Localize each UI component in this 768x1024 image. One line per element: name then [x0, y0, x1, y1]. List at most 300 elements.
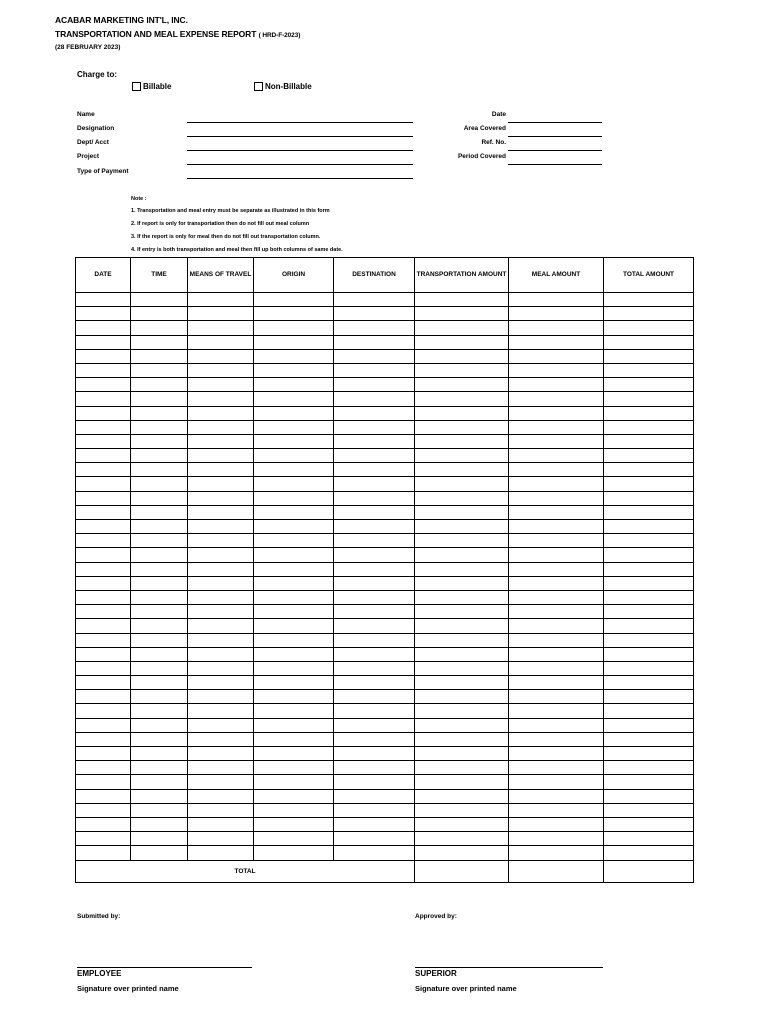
table-cell[interactable] — [131, 406, 188, 420]
table-cell[interactable] — [604, 321, 694, 335]
table-cell[interactable] — [604, 747, 694, 761]
name-field[interactable] — [187, 122, 413, 123]
table-cell[interactable] — [415, 449, 509, 463]
table-cell[interactable] — [604, 732, 694, 746]
table-cell[interactable] — [509, 633, 604, 647]
table-cell[interactable] — [76, 293, 131, 307]
table-cell[interactable] — [604, 676, 694, 690]
table-cell[interactable] — [131, 718, 188, 732]
total-transportation-cell[interactable] — [415, 860, 509, 882]
table-cell[interactable] — [334, 477, 415, 491]
table-cell[interactable] — [131, 463, 188, 477]
area-covered-field[interactable] — [508, 136, 602, 137]
table-cell[interactable] — [131, 576, 188, 590]
table-cell[interactable] — [188, 590, 254, 604]
table-cell[interactable] — [509, 434, 604, 448]
table-cell[interactable] — [415, 718, 509, 732]
table-cell[interactable] — [188, 832, 254, 846]
table-cell[interactable] — [334, 775, 415, 789]
table-cell[interactable] — [188, 349, 254, 363]
table-cell[interactable] — [334, 605, 415, 619]
table-cell[interactable] — [131, 420, 188, 434]
table-cell[interactable] — [254, 505, 334, 519]
table-cell[interactable] — [509, 803, 604, 817]
table-cell[interactable] — [254, 420, 334, 434]
table-cell[interactable] — [254, 363, 334, 377]
table-cell[interactable] — [254, 633, 334, 647]
table-cell[interactable] — [76, 803, 131, 817]
table-cell[interactable] — [509, 477, 604, 491]
table-cell[interactable] — [76, 590, 131, 604]
table-cell[interactable] — [254, 676, 334, 690]
table-cell[interactable] — [415, 747, 509, 761]
table-cell[interactable] — [188, 718, 254, 732]
table-cell[interactable] — [334, 293, 415, 307]
table-cell[interactable] — [509, 321, 604, 335]
table-cell[interactable] — [254, 832, 334, 846]
table-cell[interactable] — [254, 293, 334, 307]
table-cell[interactable] — [604, 775, 694, 789]
table-cell[interactable] — [131, 307, 188, 321]
table-cell[interactable] — [509, 605, 604, 619]
table-cell[interactable] — [415, 605, 509, 619]
table-cell[interactable] — [509, 463, 604, 477]
table-cell[interactable] — [254, 789, 334, 803]
table-cell[interactable] — [254, 661, 334, 675]
table-cell[interactable] — [509, 392, 604, 406]
table-cell[interactable] — [76, 420, 131, 434]
ref-no-field[interactable] — [508, 150, 602, 151]
table-cell[interactable] — [415, 803, 509, 817]
table-cell[interactable] — [254, 534, 334, 548]
table-cell[interactable] — [604, 761, 694, 775]
table-cell[interactable] — [604, 463, 694, 477]
table-cell[interactable] — [188, 619, 254, 633]
table-cell[interactable] — [188, 661, 254, 675]
total-amount-cell[interactable] — [604, 860, 694, 882]
table-cell[interactable] — [76, 732, 131, 746]
table-cell[interactable] — [604, 789, 694, 803]
table-cell[interactable] — [509, 293, 604, 307]
table-cell[interactable] — [604, 605, 694, 619]
table-cell[interactable] — [415, 576, 509, 590]
table-cell[interactable] — [131, 690, 188, 704]
table-cell[interactable] — [334, 378, 415, 392]
table-cell[interactable] — [415, 406, 509, 420]
table-cell[interactable] — [76, 775, 131, 789]
table-cell[interactable] — [415, 846, 509, 860]
table-cell[interactable] — [334, 562, 415, 576]
table-cell[interactable] — [334, 590, 415, 604]
table-cell[interactable] — [415, 321, 509, 335]
table-cell[interactable] — [415, 590, 509, 604]
table-cell[interactable] — [131, 491, 188, 505]
table-cell[interactable] — [509, 832, 604, 846]
table-cell[interactable] — [509, 732, 604, 746]
table-cell[interactable] — [131, 477, 188, 491]
table-cell[interactable] — [509, 761, 604, 775]
table-cell[interactable] — [131, 548, 188, 562]
table-cell[interactable] — [254, 491, 334, 505]
table-cell[interactable] — [131, 676, 188, 690]
table-cell[interactable] — [415, 633, 509, 647]
table-cell[interactable] — [188, 449, 254, 463]
table-cell[interactable] — [415, 392, 509, 406]
table-cell[interactable] — [188, 576, 254, 590]
table-cell[interactable] — [334, 420, 415, 434]
table-cell[interactable] — [131, 335, 188, 349]
table-cell[interactable] — [76, 846, 131, 860]
table-cell[interactable] — [334, 491, 415, 505]
table-cell[interactable] — [254, 846, 334, 860]
table-cell[interactable] — [188, 732, 254, 746]
table-cell[interactable] — [509, 534, 604, 548]
table-cell[interactable] — [509, 520, 604, 534]
table-cell[interactable] — [188, 406, 254, 420]
table-cell[interactable] — [131, 562, 188, 576]
table-cell[interactable] — [509, 491, 604, 505]
table-cell[interactable] — [334, 463, 415, 477]
table-cell[interactable] — [76, 392, 131, 406]
table-cell[interactable] — [334, 647, 415, 661]
table-cell[interactable] — [604, 846, 694, 860]
table-cell[interactable] — [131, 789, 188, 803]
table-cell[interactable] — [254, 477, 334, 491]
table-cell[interactable] — [415, 832, 509, 846]
total-meal-cell[interactable] — [509, 860, 604, 882]
table-cell[interactable] — [188, 789, 254, 803]
table-cell[interactable] — [509, 363, 604, 377]
table-cell[interactable] — [76, 449, 131, 463]
table-cell[interactable] — [131, 832, 188, 846]
table-cell[interactable] — [415, 761, 509, 775]
table-cell[interactable] — [76, 434, 131, 448]
table-cell[interactable] — [334, 747, 415, 761]
table-cell[interactable] — [188, 420, 254, 434]
table-cell[interactable] — [76, 378, 131, 392]
table-cell[interactable] — [415, 789, 509, 803]
table-cell[interactable] — [254, 817, 334, 831]
table-cell[interactable] — [76, 704, 131, 718]
table-cell[interactable] — [415, 732, 509, 746]
table-cell[interactable] — [509, 548, 604, 562]
table-cell[interactable] — [254, 690, 334, 704]
table-cell[interactable] — [334, 406, 415, 420]
table-cell[interactable] — [509, 817, 604, 831]
table-cell[interactable] — [509, 378, 604, 392]
table-cell[interactable] — [334, 505, 415, 519]
table-cell[interactable] — [604, 647, 694, 661]
table-cell[interactable] — [254, 378, 334, 392]
table-cell[interactable] — [76, 363, 131, 377]
table-cell[interactable] — [76, 633, 131, 647]
table-cell[interactable] — [334, 789, 415, 803]
table-cell[interactable] — [188, 520, 254, 534]
table-cell[interactable] — [334, 846, 415, 860]
table-cell[interactable] — [509, 406, 604, 420]
table-cell[interactable] — [604, 803, 694, 817]
table-cell[interactable] — [509, 562, 604, 576]
table-cell[interactable] — [188, 363, 254, 377]
table-cell[interactable] — [334, 434, 415, 448]
table-cell[interactable] — [415, 349, 509, 363]
table-cell[interactable] — [254, 576, 334, 590]
table-cell[interactable] — [76, 747, 131, 761]
table-cell[interactable] — [188, 647, 254, 661]
table-cell[interactable] — [334, 307, 415, 321]
table-cell[interactable] — [415, 293, 509, 307]
table-cell[interactable] — [604, 477, 694, 491]
table-cell[interactable] — [188, 477, 254, 491]
date-field[interactable] — [508, 122, 602, 123]
table-cell[interactable] — [415, 420, 509, 434]
table-cell[interactable] — [415, 505, 509, 519]
table-cell[interactable] — [254, 590, 334, 604]
table-cell[interactable] — [334, 704, 415, 718]
table-cell[interactable] — [334, 392, 415, 406]
table-cell[interactable] — [76, 534, 131, 548]
table-cell[interactable] — [76, 562, 131, 576]
table-cell[interactable] — [415, 619, 509, 633]
table-cell[interactable] — [334, 534, 415, 548]
table-cell[interactable] — [254, 392, 334, 406]
table-cell[interactable] — [415, 690, 509, 704]
table-cell[interactable] — [188, 534, 254, 548]
table-cell[interactable] — [604, 534, 694, 548]
table-cell[interactable] — [254, 307, 334, 321]
table-cell[interactable] — [131, 747, 188, 761]
table-cell[interactable] — [76, 576, 131, 590]
table-cell[interactable] — [604, 406, 694, 420]
table-cell[interactable] — [131, 434, 188, 448]
table-cell[interactable] — [254, 775, 334, 789]
table-cell[interactable] — [604, 420, 694, 434]
designation-field[interactable] — [187, 136, 413, 137]
superior-signature-line[interactable] — [415, 967, 603, 968]
table-cell[interactable] — [415, 704, 509, 718]
table-cell[interactable] — [509, 449, 604, 463]
table-cell[interactable] — [334, 633, 415, 647]
table-cell[interactable] — [76, 491, 131, 505]
table-cell[interactable] — [415, 307, 509, 321]
table-cell[interactable] — [131, 846, 188, 860]
table-cell[interactable] — [76, 406, 131, 420]
table-cell[interactable] — [334, 335, 415, 349]
table-cell[interactable] — [131, 732, 188, 746]
non-billable-checkbox[interactable] — [254, 82, 263, 91]
table-cell[interactable] — [188, 434, 254, 448]
table-cell[interactable] — [254, 335, 334, 349]
table-cell[interactable] — [604, 661, 694, 675]
table-cell[interactable] — [131, 803, 188, 817]
table-cell[interactable] — [509, 690, 604, 704]
table-cell[interactable] — [131, 619, 188, 633]
table-cell[interactable] — [415, 775, 509, 789]
table-cell[interactable] — [604, 520, 694, 534]
table-cell[interactable] — [509, 505, 604, 519]
table-cell[interactable] — [604, 619, 694, 633]
table-cell[interactable] — [509, 576, 604, 590]
dept-acct-field[interactable] — [187, 150, 413, 151]
table-cell[interactable] — [334, 619, 415, 633]
table-cell[interactable] — [131, 605, 188, 619]
table-cell[interactable] — [131, 392, 188, 406]
table-cell[interactable] — [334, 548, 415, 562]
period-covered-field[interactable] — [508, 164, 602, 165]
table-cell[interactable] — [131, 534, 188, 548]
table-cell[interactable] — [509, 307, 604, 321]
table-cell[interactable] — [415, 491, 509, 505]
table-cell[interactable] — [604, 704, 694, 718]
table-cell[interactable] — [76, 647, 131, 661]
table-cell[interactable] — [509, 335, 604, 349]
table-cell[interactable] — [254, 803, 334, 817]
table-cell[interactable] — [131, 633, 188, 647]
table-cell[interactable] — [254, 434, 334, 448]
table-cell[interactable] — [334, 803, 415, 817]
table-cell[interactable] — [131, 761, 188, 775]
table-cell[interactable] — [76, 832, 131, 846]
table-cell[interactable] — [188, 335, 254, 349]
table-cell[interactable] — [415, 661, 509, 675]
table-cell[interactable] — [604, 378, 694, 392]
table-cell[interactable] — [604, 293, 694, 307]
table-cell[interactable] — [131, 817, 188, 831]
table-cell[interactable] — [76, 520, 131, 534]
table-cell[interactable] — [254, 548, 334, 562]
table-cell[interactable] — [254, 406, 334, 420]
table-cell[interactable] — [604, 449, 694, 463]
table-cell[interactable] — [254, 718, 334, 732]
table-cell[interactable] — [254, 647, 334, 661]
table-cell[interactable] — [76, 661, 131, 675]
table-cell[interactable] — [254, 520, 334, 534]
table-cell[interactable] — [604, 505, 694, 519]
table-cell[interactable] — [188, 846, 254, 860]
table-cell[interactable] — [604, 363, 694, 377]
table-cell[interactable] — [604, 335, 694, 349]
type-of-payment-field[interactable] — [187, 178, 413, 179]
table-cell[interactable] — [604, 576, 694, 590]
table-cell[interactable] — [76, 690, 131, 704]
table-cell[interactable] — [604, 548, 694, 562]
table-cell[interactable] — [254, 449, 334, 463]
table-cell[interactable] — [509, 349, 604, 363]
table-cell[interactable] — [254, 321, 334, 335]
table-cell[interactable] — [415, 534, 509, 548]
table-cell[interactable] — [604, 590, 694, 604]
table-cell[interactable] — [334, 321, 415, 335]
table-cell[interactable] — [415, 548, 509, 562]
table-cell[interactable] — [188, 747, 254, 761]
table-cell[interactable] — [188, 463, 254, 477]
table-cell[interactable] — [131, 590, 188, 604]
table-cell[interactable] — [334, 690, 415, 704]
table-cell[interactable] — [509, 661, 604, 675]
table-cell[interactable] — [604, 307, 694, 321]
table-cell[interactable] — [131, 520, 188, 534]
table-cell[interactable] — [188, 505, 254, 519]
table-cell[interactable] — [76, 477, 131, 491]
table-cell[interactable] — [76, 789, 131, 803]
table-cell[interactable] — [131, 449, 188, 463]
table-cell[interactable] — [76, 718, 131, 732]
table-cell[interactable] — [254, 761, 334, 775]
table-cell[interactable] — [188, 307, 254, 321]
table-cell[interactable] — [76, 761, 131, 775]
table-cell[interactable] — [509, 647, 604, 661]
table-cell[interactable] — [334, 817, 415, 831]
table-cell[interactable] — [76, 505, 131, 519]
table-cell[interactable] — [131, 505, 188, 519]
table-cell[interactable] — [76, 307, 131, 321]
table-cell[interactable] — [76, 321, 131, 335]
table-cell[interactable] — [76, 548, 131, 562]
table-cell[interactable] — [131, 704, 188, 718]
table-cell[interactable] — [131, 321, 188, 335]
table-cell[interactable] — [188, 775, 254, 789]
table-cell[interactable] — [604, 491, 694, 505]
table-cell[interactable] — [509, 718, 604, 732]
table-cell[interactable] — [604, 562, 694, 576]
table-cell[interactable] — [254, 349, 334, 363]
table-cell[interactable] — [188, 378, 254, 392]
table-cell[interactable] — [509, 775, 604, 789]
table-cell[interactable] — [415, 335, 509, 349]
employee-signature-line[interactable] — [77, 967, 252, 968]
table-cell[interactable] — [415, 817, 509, 831]
table-cell[interactable] — [415, 520, 509, 534]
table-cell[interactable] — [415, 647, 509, 661]
table-cell[interactable] — [604, 349, 694, 363]
project-field[interactable] — [187, 164, 413, 165]
table-cell[interactable] — [188, 548, 254, 562]
table-cell[interactable] — [509, 619, 604, 633]
table-cell[interactable] — [254, 619, 334, 633]
table-cell[interactable] — [415, 562, 509, 576]
table-cell[interactable] — [334, 661, 415, 675]
table-cell[interactable] — [188, 817, 254, 831]
table-cell[interactable] — [76, 349, 131, 363]
table-cell[interactable] — [254, 704, 334, 718]
table-cell[interactable] — [509, 846, 604, 860]
table-cell[interactable] — [131, 378, 188, 392]
table-cell[interactable] — [509, 789, 604, 803]
table-cell[interactable] — [334, 520, 415, 534]
table-cell[interactable] — [509, 590, 604, 604]
table-cell[interactable] — [188, 690, 254, 704]
table-cell[interactable] — [415, 378, 509, 392]
table-cell[interactable] — [415, 434, 509, 448]
table-cell[interactable] — [509, 704, 604, 718]
table-cell[interactable] — [604, 434, 694, 448]
table-cell[interactable] — [188, 761, 254, 775]
table-cell[interactable] — [131, 363, 188, 377]
table-cell[interactable] — [76, 463, 131, 477]
table-cell[interactable] — [76, 676, 131, 690]
table-cell[interactable] — [415, 363, 509, 377]
table-cell[interactable] — [334, 576, 415, 590]
table-cell[interactable] — [254, 732, 334, 746]
table-cell[interactable] — [188, 392, 254, 406]
table-cell[interactable] — [76, 817, 131, 831]
table-cell[interactable] — [188, 321, 254, 335]
table-cell[interactable] — [188, 676, 254, 690]
table-cell[interactable] — [604, 718, 694, 732]
table-cell[interactable] — [76, 619, 131, 633]
table-cell[interactable] — [131, 647, 188, 661]
table-cell[interactable] — [188, 491, 254, 505]
